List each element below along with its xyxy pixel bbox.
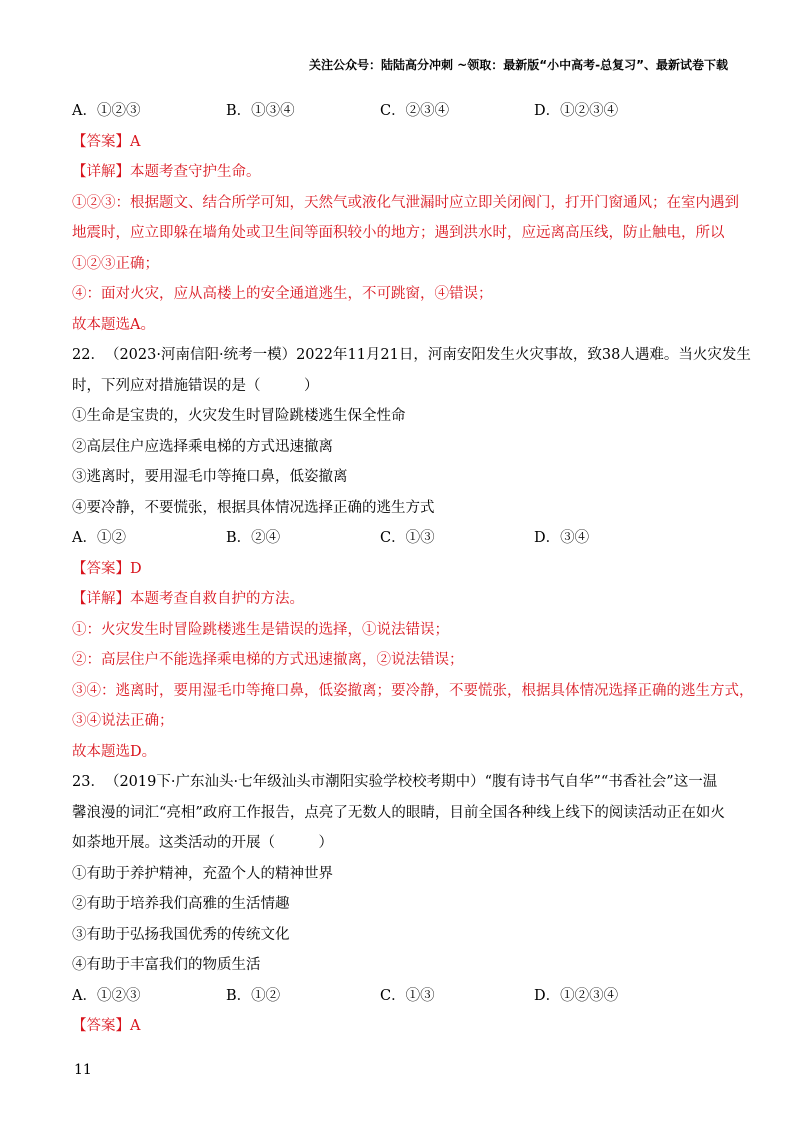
q23-statement: ②有助于培养我们高雅的生活情趣 [72, 896, 290, 912]
q21-explain-line: 地震时，应立即躲在墙角处或卫生间等面积较小的地方；遇到洪水时，应远离高压线，防止触电，所以 [72, 225, 725, 241]
q22-statement: ④要冷静，不要慌张，根据具体情况选择正确的逃生方式 [72, 499, 435, 516]
q23-statement: ④有助于丰富我们的物质生活 [72, 957, 261, 973]
q21-answer-label: 【答案】 [72, 133, 130, 150]
q22-statement: ②高层住户应选择乘电梯的方式迅速撤离 [72, 438, 333, 455]
q22-explain-line: ①：火灾发生时冒险跳楼逃生是错误的选择，①说法错误； [72, 621, 449, 638]
q21-conclusion: 故本题选A。 [72, 316, 155, 333]
q21-option-c: C．②③④ [380, 103, 450, 119]
q23-answer-label: 【答案】 [72, 1018, 130, 1034]
q22-detail [72, 584, 742, 615]
q23-stem-line: 馨浪漫的词汇“亮相”政府工作报告，点亮了无数人的眼睛，目前全国各种线上线下的阅读活动正在如火 [72, 804, 725, 821]
q23-statement: ③有助于弘扬我国优秀的传统文化 [72, 926, 290, 943]
q21-detail-text: 本题考查守护生命。 [130, 164, 261, 180]
q23-statement: ①有助于养护精神，充盈个人的精神世界 [72, 865, 333, 882]
q22-option-a: A．①② [72, 530, 126, 546]
q22-option-b: B．②④ [226, 530, 281, 546]
q22-answer-label: 【答案】 [72, 560, 130, 577]
q22-answer [72, 554, 742, 585]
q23-stem-line: 23． （2019下·广东汕头·七年级汕头市潮阳实验学校校考期中）“腹有诗书气自华”“书香社会”这一温 [72, 774, 718, 790]
q22-option-d: D．③④ [534, 530, 590, 546]
q22-statement: ①生命是宝贵的，火灾发生时冒险跳楼逃生保全性命 [72, 408, 406, 424]
q22-explain-line: ③④：逃离时，要用湿毛巾等掩口鼻，低姿撤离；要冷静，不要慌张，根据具体情况选择正确的逃生方式， [72, 682, 754, 699]
q23-option-b: B．①② [226, 987, 281, 1004]
q21-option-a: A．①②③ [72, 103, 141, 119]
q21-explain-line: ①②③：根据题文、结合所学可知，天然气或液化气泄漏时应立即关闭阀门，打开门窗通风；在室内遇到 [72, 194, 739, 211]
q22-stem-line: 时，下列应对措施错误的是（ ） [72, 377, 319, 394]
page-number: 11 [74, 1062, 92, 1078]
q22-stem-line: 22． （2023·河南信阳·统考一模）2022年11月21日，河南安阳发生火灾事故，致38人遇难。当火灾发生 [72, 347, 751, 363]
q23-options [72, 981, 742, 1012]
q21-detail-label: 【详解】 [72, 164, 130, 180]
q22-explain-line: ②：高层住户不能选择乘电梯的方式迅速撤离，②说法错误； [72, 652, 464, 668]
q21-options [72, 96, 742, 127]
q22-conclusion: 故本题选D。 [72, 743, 157, 760]
q23-answer-value: A [130, 1018, 141, 1034]
q22-detail-label: 【详解】 [72, 591, 130, 607]
q23-answer [72, 1011, 742, 1042]
q22-option-c: C．①③ [380, 530, 435, 546]
q22-options [72, 523, 742, 554]
q21-explain-line: ④：面对火灾，应从高楼上的安全通道逃生，不可跳窗，④错误； [72, 286, 493, 302]
q22-explain-line: ③④说法正确； [72, 713, 174, 729]
page-content [72, 96, 754, 1042]
q23-option-c: C．①③ [380, 987, 435, 1004]
q21-answer [72, 127, 742, 158]
q21-option-b: B．①③④ [226, 103, 295, 119]
q21-answer-value: A [130, 133, 141, 150]
q21-explain-line: ①②③正确； [72, 255, 159, 272]
q23-option-a: A．①②③ [72, 987, 141, 1004]
q23-option-d: D．①②③④ [534, 987, 619, 1004]
q21-option-d: D．①②③④ [534, 103, 619, 119]
q22-detail-text: 本题考查自救自护的方法。 [130, 591, 304, 607]
page-header: 关注公众号：陆陆高分冲刺 ~领取：最新版“小中高考-总复习”、最新试卷下载 [309, 58, 728, 72]
q23-stem-line: 如荼地开展。这类活动的开展（ ） [72, 835, 333, 851]
q22-answer-value: D [130, 560, 142, 577]
q21-detail [72, 157, 742, 188]
q22-statement: ③逃离时，要用湿毛巾等掩口鼻，低姿撤离 [72, 469, 348, 485]
